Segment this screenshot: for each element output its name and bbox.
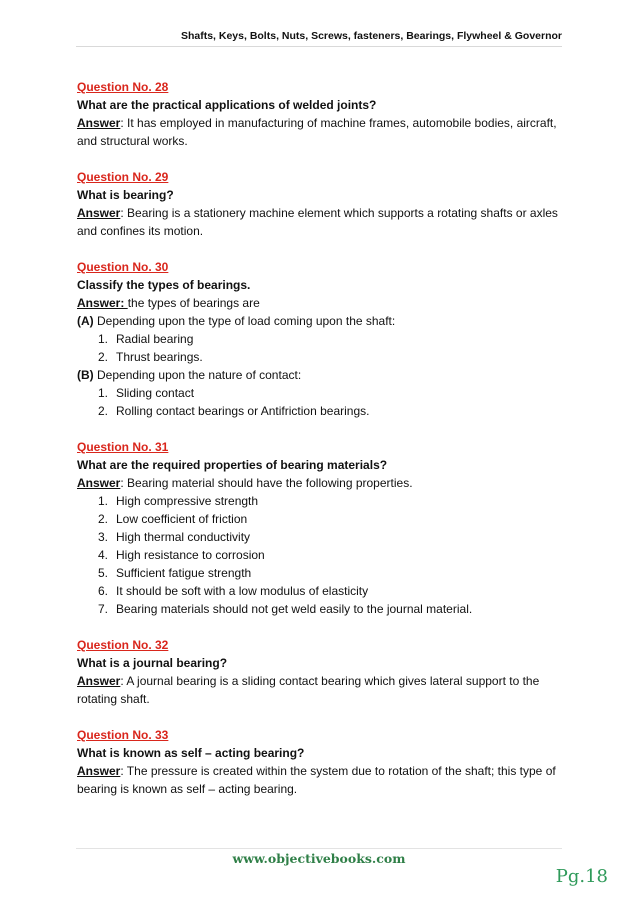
item-number: 3.: [98, 530, 109, 544]
question-text: What is known as self – acting bearing?: [77, 746, 305, 760]
page-number: Pg.18: [555, 866, 608, 887]
answer-group-a: [77, 312, 561, 330]
footer-divider: [76, 848, 562, 849]
list-item: [98, 582, 561, 600]
item-text: High compressive strength: [116, 494, 259, 508]
item-text: Sufficient fatigue strength: [116, 566, 252, 580]
list-item: [98, 384, 561, 402]
question-number: Question No. 30: [77, 260, 169, 274]
item-text: Rolling contact bearings or Antifriction bearings.: [116, 404, 370, 418]
list-item: [98, 528, 561, 546]
group-label: (B): [77, 368, 94, 382]
list-item: [98, 510, 561, 528]
group-b-list: [98, 384, 561, 420]
question-block-31: [77, 438, 561, 618]
list-item: [98, 330, 561, 348]
item-text: High thermal conductivity: [116, 530, 251, 544]
answer-label: Answer: [77, 674, 121, 688]
answer-text: : Bearing is a stationery machine element which supports a rotating shafts or axles and confines its motion.: [77, 206, 558, 238]
item-text: High resistance to corrosion: [116, 548, 265, 562]
answer: [77, 204, 561, 240]
item-text: Bearing materials should not get weld easily to the journal material.: [116, 602, 473, 616]
item-number: 4.: [98, 548, 109, 562]
item-text: Radial bearing: [116, 332, 194, 346]
answer-text: : A journal bearing is a sliding contact bearing which gives lateral support to the rotating shaft.: [77, 674, 540, 706]
answer: [77, 294, 561, 312]
group-label: (A): [77, 314, 94, 328]
question-block-33: [77, 726, 561, 798]
question-text: What is bearing?: [77, 188, 174, 202]
answer: [77, 114, 561, 150]
properties-list: [98, 492, 561, 618]
answer-label: Answer: [77, 116, 121, 130]
header-divider: [76, 46, 562, 47]
answer-text: : The pressure is created within the system due to rotation of the shaft; this type of bearing is known as self – acting bearing.: [77, 764, 556, 796]
question-number: Question No. 29: [77, 170, 169, 184]
running-header: Shafts, Keys, Bolts, Nuts, Screws, fasteners, Bearings, Flywheel & Governor: [180, 30, 562, 42]
question-text: What is a journal bearing?: [77, 656, 228, 670]
answer-text: : It has employed in manufacturing of machine frames, automobile bodies, aircraft, and structural works.: [77, 116, 557, 148]
list-item: [98, 402, 561, 420]
answer: [77, 672, 561, 708]
question-block-30: [77, 258, 561, 420]
document-body: [77, 78, 561, 816]
item-number: 2.: [98, 512, 109, 526]
list-item: [98, 492, 561, 510]
answer-label: Answer: [77, 206, 121, 220]
answer-label: Answer: [77, 476, 121, 490]
answer: [77, 762, 561, 798]
group-a-list: [98, 330, 561, 366]
question-number: Question No. 28: [77, 80, 169, 94]
question-block-29: [77, 168, 561, 240]
item-number: 7.: [98, 602, 109, 616]
question-block-32: [77, 636, 561, 708]
list-item: [98, 348, 561, 366]
item-number: 2.: [98, 404, 109, 418]
footer-website-link[interactable]: www.objectivebooks.com: [232, 851, 406, 866]
item-number: 1.: [98, 332, 109, 346]
list-item: [98, 600, 561, 618]
list-item: [98, 546, 561, 564]
item-number: 5.: [98, 566, 109, 580]
question-text: What are the practical applications of welded joints?: [77, 98, 377, 112]
question-number: Question No. 31: [77, 440, 169, 454]
item-number: 2.: [98, 350, 109, 364]
item-text: Low coefficient of friction: [116, 512, 248, 526]
item-text: Sliding contact: [116, 386, 195, 400]
item-text: Thrust bearings.: [116, 350, 203, 364]
item-number: 1.: [98, 494, 109, 508]
answer-group-b: [77, 366, 561, 384]
question-text: Classify the types of bearings.: [77, 278, 251, 292]
list-item: [98, 564, 561, 582]
answer: [77, 474, 561, 492]
item-number: 1.: [98, 386, 109, 400]
answer-label: Answer:: [77, 296, 128, 310]
question-number: Question No. 32: [77, 638, 169, 652]
item-number: 6.: [98, 584, 109, 598]
question-text: What are the required properties of bearing materials?: [77, 458, 388, 472]
answer-label: Answer: [77, 764, 121, 778]
answer-text: the types of bearings are: [127, 296, 260, 310]
question-block-28: [77, 78, 561, 150]
group-text: Depending upon the type of load coming upon the shaft:: [93, 314, 396, 328]
question-number: Question No. 33: [77, 728, 169, 742]
group-text: Depending upon the nature of contact:: [93, 368, 302, 382]
answer-text: : Bearing material should have the following properties.: [120, 476, 413, 490]
item-text: It should be soft with a low modulus of elasticity: [116, 584, 369, 598]
